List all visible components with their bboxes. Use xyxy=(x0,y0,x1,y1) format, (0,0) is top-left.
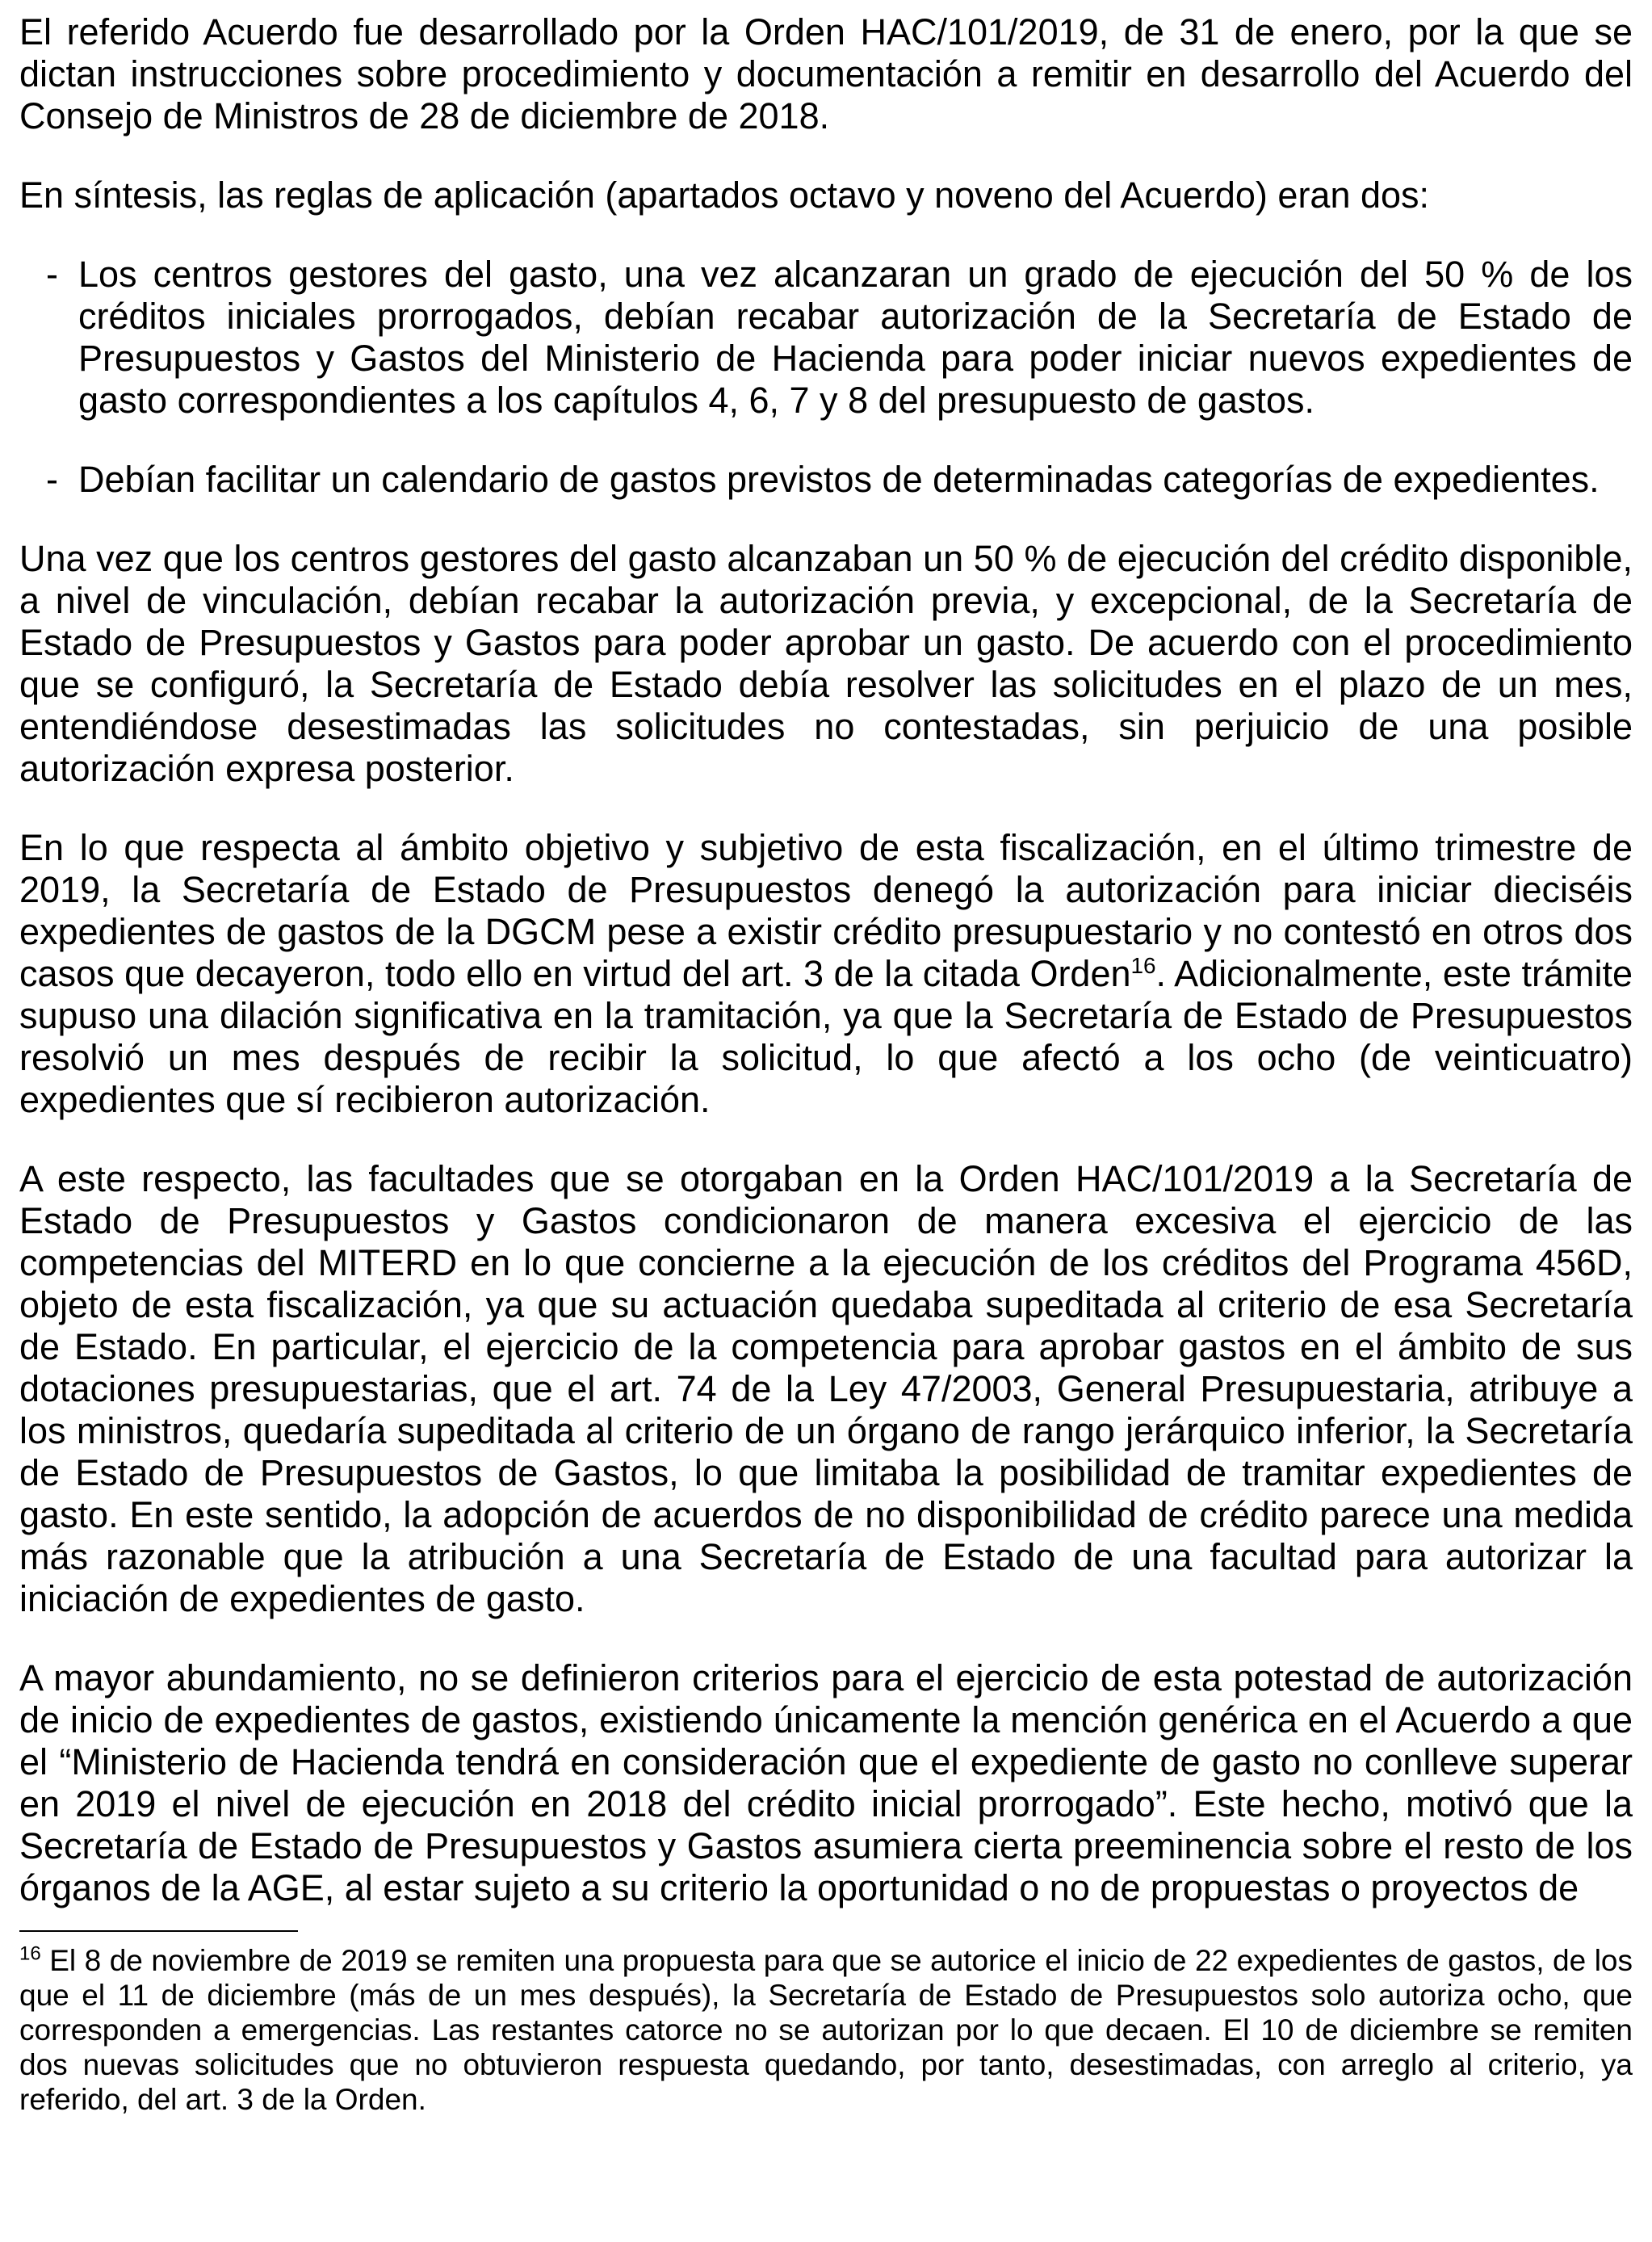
paragraph-4-text-after: . Adicionalmente, este trámite supuso una dilación significativa en la tramitación, ya que la Secretaría de Estado de Presupuestos resolvió un mes después de recibir la solicitud, lo que afectó a los ocho (de veinticuatro) expedientes que sí recibieron autorización. xyxy=(19,953,1633,1120)
bullet-marker: - xyxy=(46,459,58,500)
paragraph-3: Una vez que los centros gestores del gasto alcanzaban un 50 % de ejecución del crédito disponible, a nivel de vinculación, debían recabar la autorización previa, y excepcional, de la Secretaría de Estado de Presupuestos y Gastos para poder aprobar un gasto. De acuerdo con el procedimiento que se configuró, la Secretaría de Estado debía resolver las solicitudes en el plazo de un mes, entendiéndose desestimadas las solicitudes no contestadas, sin perjuicio de una posible autorización expresa posterior. xyxy=(19,538,1633,789)
paragraph-4-text-before: En lo que respecta al ámbito objetivo y subjetivo de esta fiscalización, en el último trimestre de 2019, la Secretaría de Estado de Presupuestos denegó la autorización para iniciar dieciséis expedientes de gastos de la DGCM pese a existir crédito presupuestario y no contestó en otros dos casos que decayeron, todo ello en virtud del art. 3 de la citada Orden xyxy=(19,827,1633,994)
paragraph-4 xyxy=(19,827,1633,1121)
footnote-16 xyxy=(19,1943,1633,2117)
paragraph-2: En síntesis, las reglas de aplicación (apartados octavo y noveno del Acuerdo) eran dos: xyxy=(19,174,1430,216)
document-body xyxy=(19,11,1633,1909)
footnote-number: 16 xyxy=(19,1942,41,1965)
paragraph-5: A este respecto, las facultades que se otorgaban en la Orden HAC/101/2019 a la Secretaría de Estado de Presupuestos y Gastos condicionaron de manera excesiva el ejercicio de las competencias del MITERD en lo que concierne a la ejecución de los créditos del Programa 456D, objeto de esta fiscalización, ya que su actuación quedaba supeditada al criterio de esa Secretaría de Estado. En particular, el ejercicio de la competencia para aprobar gastos en el ámbito de sus dotaciones presupuestarias, que el art. 74 de la Ley 47/2003, General Presupuestaria, atribuye a los ministros, quedaría supeditada al criterio de un órgano de rango jerárquico inferior, la Secretaría de Estado de Presupuestos de Gastos, lo que limitaba la posibilidad de tramitar expedientes de gasto. En este sentido, la adopción de acuerdos de no disponibilidad de crédito parece una medida más razonable que la atribución a una Secretaría de Estado de una facultad para autorizar la iniciación de expedientes de gasto. xyxy=(19,1158,1633,1619)
bullet-item-2 xyxy=(19,459,1633,501)
bullet-item-1 xyxy=(19,254,1633,422)
footnote-text: El 8 de noviembre de 2019 se remiten una propuesta para que se autorice el inicio de 22 expedientes de gastos, de los que el 11 de diciembre (más de un mes después), la Secretaría de Estado de Presupuestos solo autoriza ocho, que corresponden a emergencias. Las restantes catorce no se autorizan por lo que decaen. El 10 de diciembre se remiten dos nuevas solicitudes que no obtuvieron respuesta quedando, por tanto, desestimadas, con arreglo al criterio, ya referido, del art. 3 de la Orden. xyxy=(19,1944,1633,2116)
bullet-marker: - xyxy=(46,254,58,295)
paragraph-6: A mayor abundamiento, no se definieron criterios para el ejercicio de esta potestad de autorización de inicio de expedientes de gastos, existiendo únicamente la mención genérica en el Acuerdo a que el “Ministerio de Hacienda tendrá en consideración que el expediente de gasto no conlleve superar en 2019 el nivel de ejecución en 2018 del crédito inicial prorrogado”. Este hecho, motivó que la Secretaría de Estado de Presupuestos y Gastos asumiera cierta preeminencia sobre el resto de los órganos de la AGE, al estar sujeto a su criterio la oportunidad o no de propuestas o proyectos de xyxy=(19,1657,1633,1908)
paragraph-1: El referido Acuerdo fue desarrollado por la Orden HAC/101/2019, de 31 de enero, por la que se dictan instrucciones sobre procedimiento y documentación a remitir en desarrollo del Acuerdo del Consejo de Ministros de 28 de diciembre de 2018. xyxy=(19,11,1633,136)
footnote-separator xyxy=(19,1930,298,1932)
bullet-text-1: Los centros gestores del gasto, una vez alcanzaran un grado de ejecución del 50 % de los créditos iniciales prorrogados, debían recabar autorización de la Secretaría de Estado de Presupuestos y Gastos del Ministerio de Hacienda para poder iniciar nuevos expedientes de gasto correspondientes a los capítulos 4, 6, 7 y 8 del presupuesto de gastos. xyxy=(78,254,1633,421)
bullet-text-2: Debían facilitar un calendario de gastos previstos de determinadas categorías de expedientes. xyxy=(78,459,1600,500)
footnote-reference-16: 16 xyxy=(1130,953,1156,978)
